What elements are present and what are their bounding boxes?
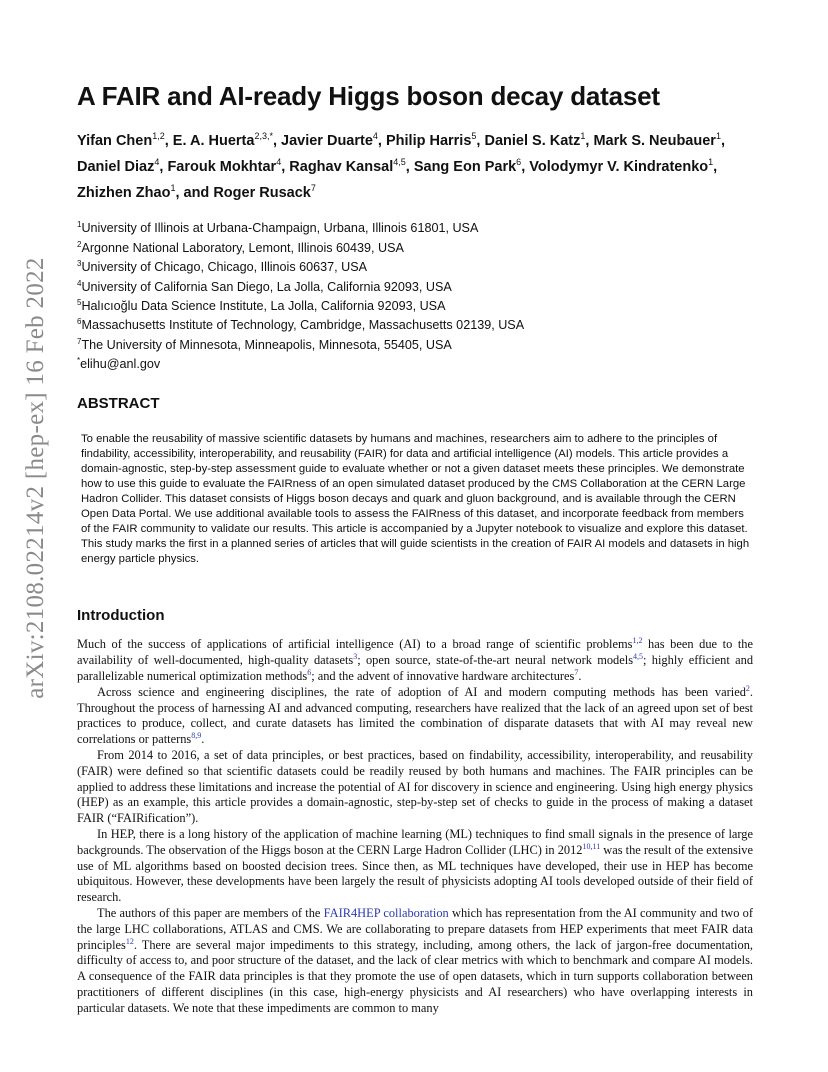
paragraph-text: which has representation from the AI community and two of the large LHC collaborations, ATLAS and CMS. We are collaborating to prepare datasets from HEP experiments that meet FAIR data principles [77, 906, 754, 952]
author-affiliation-mark: 1 [170, 182, 176, 193]
affiliation-text: Argonne National Laboratory, Lemont, Illinois 60439, USA [81, 241, 404, 256]
paper-page [77, 80, 753, 1017]
author-name: Daniel S. Katz [484, 132, 581, 149]
affiliation-text: University of Illinois at Urbana-Champaign, Urbana, Illinois 61801, USA [81, 221, 479, 236]
affiliation-number: 6 [77, 317, 82, 327]
author-list [77, 126, 737, 203]
paragraph-text: . There are several major impediments to this strategy, including, among others, the lack of jargon-free documentation, difficulty of access to, and poor structure of the dataset, and the lack of clear metrics with which to benchmark and compare AI models. A consequence of the FAIR data principles is that they promote the use of open datasets, which in turn supports collaboration between practitioners of different disciplines (in this case, high-energy physicists and AI researchers) who have overlapping interests in particular datasets. We note that these impediments are common to many [77, 937, 753, 1015]
affiliation-number: 3 [77, 259, 82, 269]
paragraph-text: From 2014 to 2016, a set of data principles, or best practices, based on findability, accessibility, interoperability, and reusability (FAIR) were defined so that scientific datasets could be readily reused by both humans and machines. The FAIR principles can be applied to address these limitations and increase the potential of AI for discovery in science and engineering. Using high energy physics (HEP) as an example, this article provides a domain-agnostic, step-by-step set of checks to guide in the process of making a dataset FAIR (“FAIRification”). [77, 748, 753, 826]
author-name: Javier Duarte [281, 132, 373, 149]
author-name: Farouk Mokhtar [167, 158, 277, 175]
author-name: Philip Harris [385, 132, 472, 149]
author-separator: , [281, 158, 290, 175]
citation-link[interactable]: 4,5 [633, 652, 644, 662]
affiliation-number: 1 [77, 220, 82, 230]
fair4hep-link[interactable]: FAIR4HEP collaboration [323, 906, 449, 920]
paragraph-text: . [578, 669, 582, 684]
affiliation-number: * [77, 356, 81, 366]
abstract-body: To enable the reusability of massive scientific datasets by humans and machines, researchers aim to adhere to the principles of findability, accessibility, interoperability, and reusability (FAIR) for data and artificial intelligence (AI) models. This article provides a domain-agnostic, step-by-step assessment guide to evaluate whether or not a given dataset meets these principles. We demonstrate how to use this guide to evaluate the FAIRness of an open simulated dataset produced by the CMS Collaboration at the CERN Large Hadron Collider. This dataset consists of Higgs boson decays and quark and gluon background, and is available through the CERN Open Data Portal. We use additional available tools to assess the FAIRness of this dataset, and incorporate feedback from members of the FAIR community to validate our results. This article is accompanied by a Jupyter notebook to visualize and explore this dataset. This study marks the first in a planned series of articles that will guide scientists in the creation of FAIR AI models and datasets in high energy particle physics. [81, 432, 750, 566]
affiliation-item [77, 256, 753, 275]
affiliation-item [77, 353, 753, 372]
author-separator: , [377, 132, 386, 149]
affiliation-text: Halıcıoğlu Data Science Institute, La Jolla, California 92093, USA [81, 299, 446, 314]
paragraph-text: In HEP, there is a long history of the application of machine learning (ML) techniques to find small signals in the presence of large backgrounds. The observation of the Higgs boson at the CERN Large Hadron Collider (LHC) in 2012 [77, 827, 753, 857]
author-affiliation-mark: 2,3,* [254, 131, 273, 141]
citation-link[interactable]: 10,11 [582, 841, 601, 851]
introduction-body [77, 637, 753, 1016]
author-separator: , [405, 158, 414, 175]
affiliation-number: 2 [77, 239, 82, 249]
author-separator: , [585, 132, 594, 149]
affiliation-text[interactable]: elihu@anl.gov [80, 357, 161, 372]
affiliation-text: The University of Minnesota, Minneapolis, Minnesota, 55405, USA [81, 338, 452, 353]
author-separator: , [159, 158, 168, 175]
author-affiliation-mark: 7 [310, 182, 316, 193]
author-affiliation-mark: 1 [708, 156, 714, 167]
intro-paragraph [77, 906, 753, 1017]
author-affiliation-mark: 4 [276, 156, 282, 167]
affiliation-text: University of California San Diego, La Jolla, California 92093, USA [81, 279, 452, 294]
paragraph-text: ; open source, state-of-the-art neural network models [357, 653, 634, 668]
paragraph-text: . [201, 732, 205, 747]
paragraph-text: The authors of this paper are members of the [97, 906, 324, 920]
citation-link[interactable]: 12 [125, 936, 134, 946]
intro-paragraph [77, 748, 753, 827]
arxiv-identifier: arXiv:2108.02214v2 [hep-ex] 16 Feb 2022 [22, 256, 49, 699]
abstract-heading: ABSTRACT [77, 394, 160, 412]
citation-link[interactable]: 2 [745, 683, 750, 693]
author-separator: , [164, 132, 173, 149]
author-affiliation-mark: 1 [715, 131, 721, 141]
author-name: Yifan Chen [77, 132, 153, 149]
paragraph-text: Much of the success of applications of artificial intelligence (AI) to a broad range of scientific problems [77, 637, 633, 652]
introduction-heading: Introduction [77, 607, 165, 625]
affiliation-number: 4 [77, 278, 82, 288]
paragraph-text: was the result of the extensive use of ML algorithms based on boosted decision trees. Since then, as ML techniques have developed, their use in HEP has become ubiquitous. However, these developments have been largely the result of physicists adopting AI tools developed outside of their field of research. [77, 842, 753, 905]
paper-title: A FAIR and AI-ready Higgs boson decay dataset [77, 81, 660, 111]
affiliation-item [77, 237, 753, 256]
affiliation-item [77, 295, 753, 314]
author-name: Raghav Kansal [289, 158, 394, 175]
author-affiliation-mark: 4 [372, 131, 378, 141]
affiliation-text: Massachusetts Institute of Technology, Cambridge, Massachusetts 02139, USA [81, 318, 525, 333]
author-affiliation-mark: 6 [516, 156, 522, 167]
author-affiliation-mark: 4 [154, 156, 160, 167]
citation-link[interactable]: 6 [307, 667, 312, 677]
paragraph-text: . Throughout the process of harnessing AI and advanced computing, researchers have realized that the lack of an agreed upon set of best practices to produce, collect, and curate datasets has limited the combination of disparate datasets that with AI may reveal new correlations or patterns [77, 684, 753, 747]
affiliation-item [77, 334, 753, 353]
citation-link[interactable]: 1,2 [632, 636, 643, 646]
citation-link[interactable]: 7 [574, 667, 579, 677]
intro-paragraph [77, 685, 753, 748]
paragraph-text: has been due to the availability of well-documented, high-quality datasets [77, 637, 754, 668]
affiliation-number: 5 [77, 298, 82, 308]
citation-link[interactable]: 8,9 [191, 731, 202, 741]
author-name: Sang Eon Park [413, 158, 517, 175]
affiliation-text: University of Chicago, Chicago, Illinois 60637, USA [81, 260, 368, 275]
paragraph-text: ; highly efficient and parallelizable numerical optimization methods [77, 653, 754, 684]
affiliation-list [77, 217, 753, 372]
arxiv-sidebar-stamp [18, 256, 54, 699]
affiliation-item [77, 276, 753, 295]
author-affiliation-mark: 1,2 [152, 131, 165, 141]
paragraph-text: ; and the advent of innovative hardware architectures [311, 669, 575, 684]
paragraph-text: Across science and engineering disciplines, the rate of adoption of AI and modern computing methods has been varied [97, 684, 746, 699]
author-separator: , [521, 158, 530, 175]
author-separator: , [720, 132, 725, 149]
author-name: E. A. Huerta [172, 132, 255, 149]
author-separator: , [476, 132, 485, 149]
author-name: Volodymyr V. Kindratenko [529, 158, 709, 175]
author-affiliation-mark: 5 [471, 131, 477, 141]
author-affiliation-mark: 4,5 [393, 156, 406, 167]
author-name: Mark S. Neubauer [593, 132, 716, 149]
affiliation-item [77, 314, 753, 333]
author-separator: , [272, 132, 282, 149]
author-name: Daniel Diaz [77, 158, 155, 175]
author-name: Zhizhen Zhao [77, 184, 171, 201]
intro-paragraph [77, 827, 753, 906]
affiliation-number: 7 [77, 336, 82, 346]
author-separator: , [713, 158, 718, 175]
author-affiliation-mark: 1 [580, 131, 586, 141]
author-name: Roger Rusack [213, 184, 311, 201]
citation-link[interactable]: 3 [353, 652, 358, 662]
affiliation-item [77, 217, 753, 236]
author-separator: , and [175, 184, 214, 201]
intro-paragraph [77, 637, 753, 684]
